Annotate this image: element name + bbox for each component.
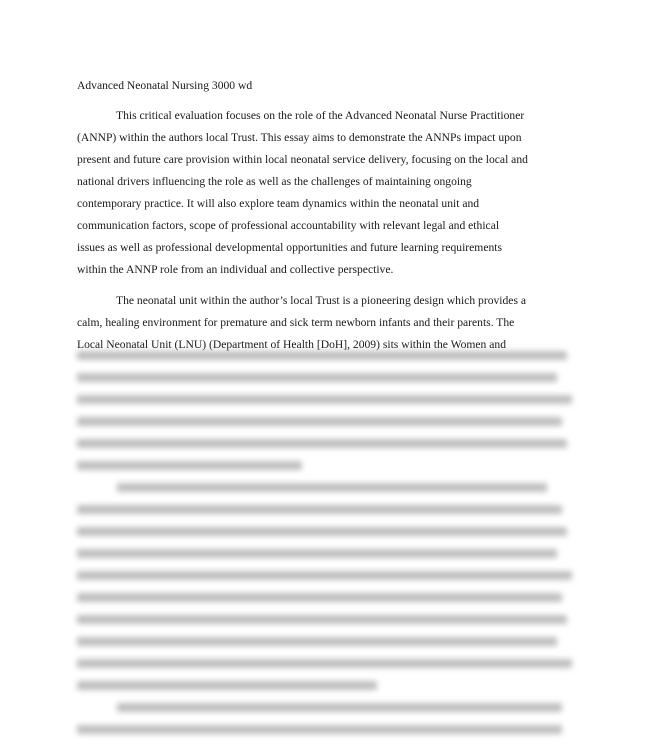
- document-title: Advanced Neonatal Nursing 3000 wd: [77, 79, 253, 92]
- blurred-line: [77, 417, 562, 426]
- text-line: calm, healing environment for premature and sick term newborn infants and their parents. The: [77, 316, 515, 329]
- blurred-line: [117, 483, 547, 492]
- text-line: communication factors, scope of professional accountability with relevant legal and ethical: [77, 219, 500, 232]
- blurred-line: [77, 461, 302, 470]
- blurred-line: [77, 373, 557, 382]
- text-line: Local Neonatal Unit (LNU) (Department of Health [DoH], 2009) sits within the Women and: [77, 338, 506, 351]
- blurred-line: [77, 681, 377, 690]
- text-line: The neonatal unit within the author’s local Trust is a pioneering design which provides a: [116, 294, 527, 307]
- blurred-preview-region: [77, 338, 577, 750]
- blurred-line: [77, 549, 557, 558]
- blurred-line: [77, 505, 562, 514]
- paragraph-neonatal-unit: [77, 290, 577, 356]
- document-body: [77, 75, 577, 365]
- paragraph-intro: [77, 105, 577, 281]
- blurred-paragraph: [77, 703, 577, 734]
- blurred-paragraph: [77, 351, 577, 470]
- blurred-line: [77, 527, 567, 536]
- blurred-line: [77, 725, 562, 734]
- text-line: present and future care provision within local neonatal service delivery, focusing on the local and: [77, 153, 528, 166]
- text-line: within the ANNP role from an individual and collective perspective.: [77, 263, 394, 276]
- blurred-line: [77, 395, 572, 404]
- blurred-line: [77, 659, 572, 668]
- text-line: (ANNP) within the authors local Trust. This essay aims to demonstrate the ANNPs impact upon: [77, 131, 522, 144]
- text-line: contemporary practice. It will also explore team dynamics within the neonatal unit and: [77, 197, 480, 210]
- text-line: issues as well as professional developmental opportunities and future learning requirements: [77, 241, 502, 254]
- blurred-line: [77, 593, 562, 602]
- text-line: This critical evaluation focuses on the role of the Advanced Neonatal Nurse Practitioner: [116, 109, 525, 122]
- blurred-line: [77, 637, 557, 646]
- text-line: national drivers influencing the role as well as the challenges of maintaining ongoing: [77, 175, 472, 188]
- blurred-paragraph: [77, 483, 577, 690]
- blurred-line: [77, 571, 572, 580]
- blurred-line: [117, 703, 562, 712]
- blurred-line: [77, 439, 567, 448]
- blurred-line: [77, 615, 567, 624]
